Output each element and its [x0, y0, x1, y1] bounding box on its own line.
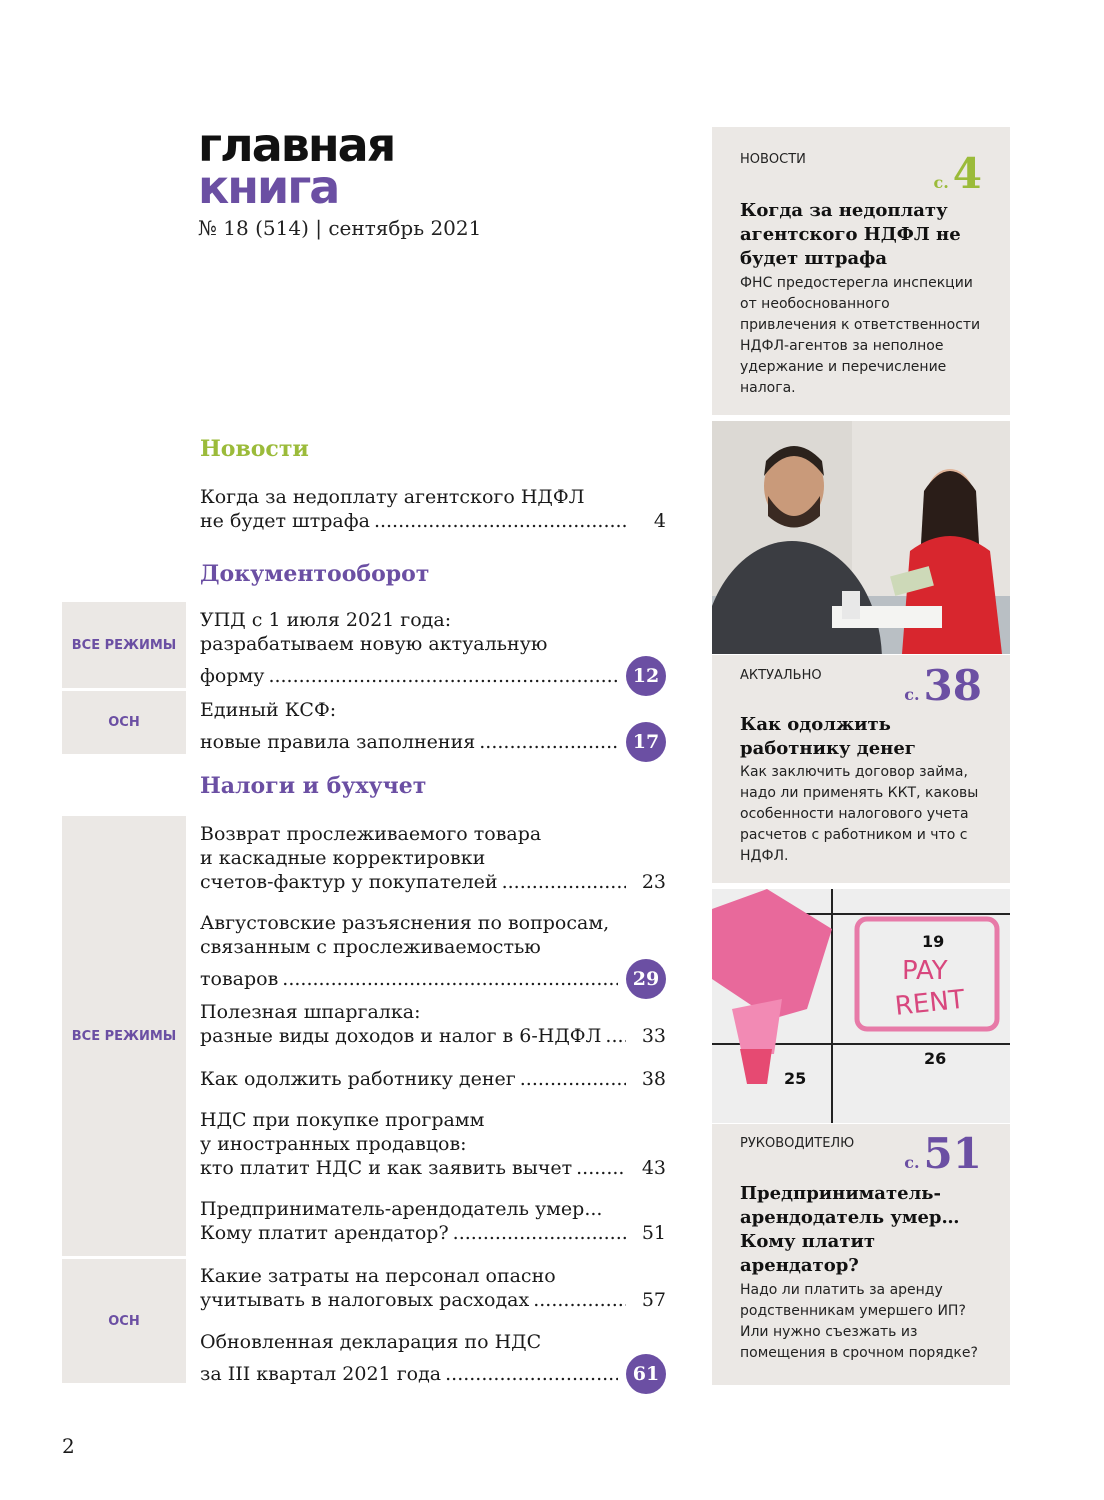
- page-number: 38: [641, 1068, 666, 1090]
- page-number: 43: [641, 1157, 666, 1179]
- toc-entry[interactable]: [200, 1067, 666, 1091]
- entry-line: Обновленная декларация по НДС: [200, 1331, 542, 1353]
- entry-line: Полезная шпаргалка:: [200, 1001, 421, 1023]
- page-number: 33: [641, 1025, 666, 1047]
- sidebar-label: АКТУАЛЬНО: [740, 668, 822, 683]
- magazine-logo: [198, 118, 395, 214]
- calendar-rent-text: RENT: [893, 984, 967, 1022]
- toc-entry[interactable]: [200, 698, 666, 754]
- entry-title: разные виды доходов и налог в 6-НДФЛ: [200, 1025, 602, 1047]
- entry-title: Кому платит арендатор?: [200, 1222, 449, 1244]
- sidebar-headline: Как одолжить работнику денег: [740, 714, 916, 759]
- entry-line: Когда за недоплату агентского НДФЛ: [200, 486, 585, 508]
- toc-entry[interactable]: [200, 1197, 666, 1245]
- entry-line: Предприниматель-арендодатель умер...: [200, 1198, 603, 1220]
- page-badge: 29: [626, 959, 666, 999]
- entry-line: Единый КСФ:: [200, 699, 337, 721]
- section-news: Новости: [200, 436, 309, 462]
- sidebar-actual-card[interactable]: [712, 655, 1010, 883]
- page-badge: 17: [626, 722, 666, 762]
- entry-title: не будет штрафа: [200, 510, 370, 532]
- entry-line: и каскадные корректировки: [200, 847, 486, 869]
- entry-title: товаров: [200, 968, 279, 990]
- toc-entry[interactable]: [200, 822, 666, 894]
- entry-line: НДС при покупке программ: [200, 1109, 485, 1131]
- page-number: 23: [641, 871, 666, 893]
- sidebar-manager-card[interactable]: [712, 1124, 1010, 1385]
- sidebar-page: с.51: [904, 1129, 982, 1178]
- sidebar-description: Надо ли платить за аренду родственникам умершего ИП? Или нужно съезжать из помещения в срочном порядке?: [740, 1282, 978, 1361]
- page-number: 57: [641, 1289, 666, 1311]
- tag-osn: ОСН: [62, 1259, 186, 1383]
- entry-title: счетов-фактур у покупателей: [200, 871, 498, 893]
- entry-line: Возврат прослеживаемого товара: [200, 823, 542, 845]
- entry-title: кто платит НДС и как заявить вычет: [200, 1157, 573, 1179]
- entry-title: форму: [200, 665, 265, 687]
- calendar-day-25: 25: [784, 1069, 807, 1088]
- toc-entry[interactable]: [200, 1330, 666, 1386]
- page-number: 51: [641, 1222, 666, 1244]
- calendar-pay-text: PAY: [902, 956, 948, 986]
- entry-line: разрабатываем новую актуальную: [200, 633, 548, 655]
- sidebar-headline: Когда за недоплату агентского НДФЛ не будет штрафа: [740, 200, 961, 269]
- entry-title: учитывать в налоговых расходах: [200, 1289, 530, 1311]
- logo-line-2: книга: [198, 160, 339, 214]
- page-badge: 61: [626, 1354, 666, 1394]
- entry-line: связанным с прослеживаемостью: [200, 936, 541, 958]
- page-badge: 12: [626, 656, 666, 696]
- page-number-footer: 2: [62, 1434, 75, 1458]
- logo-line-1: главная: [198, 118, 395, 172]
- toc-entry[interactable]: [200, 1108, 666, 1180]
- sidebar-label: РУКОВОДИТЕЛЮ: [740, 1136, 855, 1151]
- toc-entry[interactable]: [200, 911, 666, 991]
- photo-pay-rent-calendar: [712, 889, 1010, 1123]
- sidebar-page: с.38: [904, 661, 982, 710]
- toc-entry[interactable]: [200, 1264, 666, 1312]
- section-taxes: Налоги и бухучет: [200, 773, 427, 799]
- toc-entry[interactable]: [200, 608, 666, 688]
- calendar-day-19: 19: [922, 932, 945, 951]
- sidebar-page: с.4: [933, 149, 982, 198]
- toc-entry[interactable]: [200, 1000, 666, 1048]
- tag-all-modes: ВСЕ РЕЖИМЫ: [62, 602, 186, 688]
- page-number: 4: [653, 510, 666, 532]
- issue-info: № 18 (514) | сентябрь 2021: [198, 216, 482, 240]
- entry-line: Августовские разъяснения по вопросам,: [200, 912, 610, 934]
- calendar-day-26: 26: [924, 1049, 947, 1068]
- photo-loan-meeting: [712, 421, 1010, 654]
- entry-line: Какие затраты на персонал опасно: [200, 1265, 556, 1287]
- entry-title: Как одолжить работнику денег: [200, 1068, 516, 1090]
- entry-title: за III квартал 2021 года: [200, 1363, 442, 1385]
- tag-all-modes: ВСЕ РЕЖИМЫ: [62, 816, 186, 1256]
- entry-line: у иностранных продавцов:: [200, 1133, 467, 1155]
- section-docs: Документооборот: [200, 561, 430, 587]
- sidebar-description: Как заключить договор займа, надо ли применять ККТ, каковы особенности налогового учета расчетов с работником и что с НДФЛ.: [740, 764, 979, 864]
- entry-line: УПД с 1 июля 2021 года:: [200, 609, 452, 631]
- toc-entry[interactable]: [200, 485, 666, 533]
- entry-title: новые правила заполнения: [200, 731, 476, 753]
- sidebar-news-card[interactable]: [712, 127, 1010, 415]
- sidebar-headline: Предприниматель-арендодатель умер… Кому платит арендатор?: [740, 1183, 960, 1276]
- tag-osn: ОСН: [62, 691, 186, 754]
- sidebar-description: ФНС предостерегла инспекции от необоснованного привлечения к ответственности НДФЛ-агентов за неполное удержание и перечисление налога.: [740, 275, 981, 396]
- sidebar-label: НОВОСТИ: [740, 152, 806, 167]
